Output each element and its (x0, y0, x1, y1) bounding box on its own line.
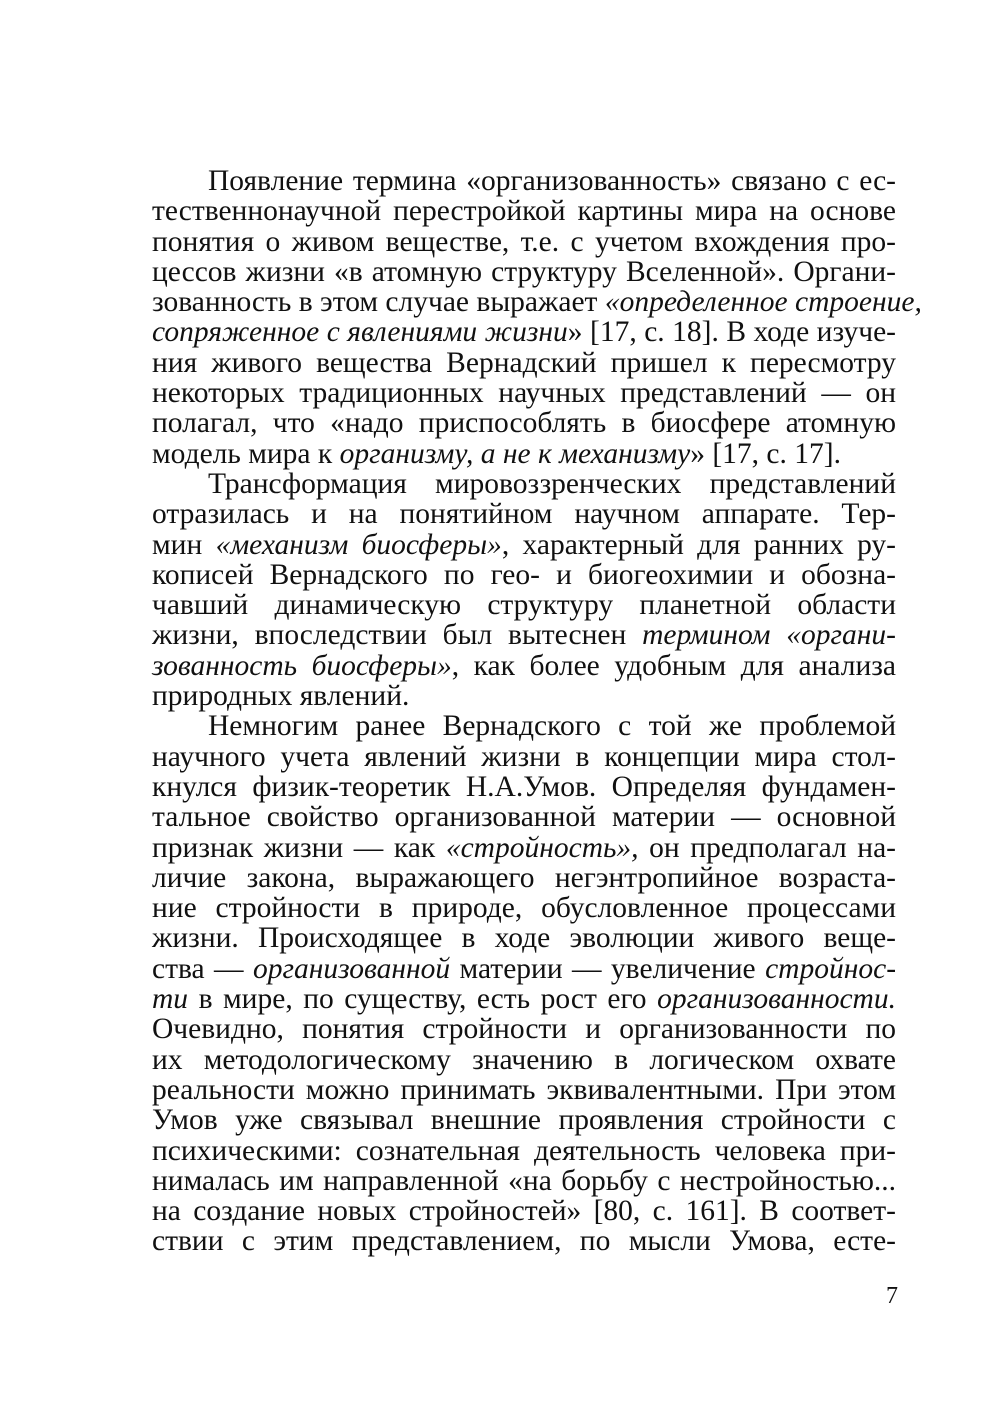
text-segment: Немногим ранее Вернадского с той же проблемой (208, 710, 896, 743)
text-segment: Появление термина «организованность» связано с ес- (208, 165, 896, 197)
text-line (152, 317, 896, 347)
text-line (152, 227, 896, 257)
text-line (152, 1196, 896, 1226)
text-line (152, 711, 896, 741)
italic-text-segment: стройнос- (765, 952, 897, 985)
text-line (152, 1075, 896, 1105)
text-line (152, 348, 896, 378)
text-segment: » [17, с. 17]. (690, 437, 841, 470)
text-line (152, 1014, 896, 1044)
text-line (152, 439, 896, 469)
text-segment: психическими: сознательная деятельность человека при- (152, 1134, 896, 1167)
text-line (152, 984, 896, 1014)
text-line (152, 772, 896, 802)
text-line (152, 530, 896, 560)
italic-text-segment: «стройность», (445, 831, 639, 864)
text-line (152, 863, 896, 893)
italic-text-segment: ти (152, 983, 189, 1016)
text-segment: научного учета явлений жизни в концепции мира стол- (152, 740, 896, 773)
text-line (152, 651, 896, 681)
italic-text-segment: организованной (252, 952, 451, 985)
text-line (152, 499, 896, 529)
text-line (152, 196, 896, 226)
text-line (152, 590, 896, 620)
text-line (152, 469, 896, 499)
text-line (152, 923, 896, 953)
text-segment: цессов жизни «в атомную структуру Вселенной». Органи- (152, 255, 896, 288)
text-segment: , как более удобным для анализа (451, 649, 896, 682)
text-segment: ние стройности в природе, обусловленное процессами (152, 892, 896, 925)
text-segment: их методологическому значению в логическом охвате (152, 1043, 896, 1076)
text-segment: , характерный для ранних ру- (501, 528, 896, 561)
text-segment: модель мира к (152, 437, 340, 470)
text-segment: Очевидно, понятия стройности и организованности по (152, 1013, 896, 1046)
text-segment: он предполагал на- (638, 831, 896, 864)
text-segment: ния живого вещества Вернадский пришел к пересмотру (152, 346, 896, 379)
text-line (152, 954, 896, 984)
text-segment: Трансформация мировоззренческих представлений (208, 467, 896, 500)
italic-text-segment: «определенное строение, (604, 286, 922, 319)
italic-text-segment: организованности. (657, 983, 896, 1016)
text-line (152, 560, 896, 590)
italic-text-segment: «механизм биосферы» (215, 528, 502, 561)
text-line (152, 620, 896, 650)
page-number: 7 (886, 1283, 898, 1309)
text-segment: личие закона, выражающего негэнтропийное возраста- (152, 861, 896, 894)
text-line (152, 1136, 896, 1166)
text-segment: реальности можно принимать эквивалентными. При этом (152, 1073, 896, 1106)
text-segment: на создание новых стройностей» [80, с. 161]. В соответ- (152, 1195, 896, 1228)
paragraph (152, 469, 896, 711)
italic-text-segment: термином «органи- (642, 619, 897, 652)
text-segment: жизни. Происходящее в ходе эволюции живого веще- (152, 922, 896, 955)
text-line (152, 681, 896, 711)
text-segment: тественнонаучной перестройкой картины мира на основе (152, 195, 896, 228)
text-line (152, 1166, 896, 1196)
text-segment: кописей Вернадского по гео- и биогеохимии и обозна- (152, 558, 896, 591)
text-segment: тальное свойство организованной материи — основной (152, 801, 896, 834)
text-line (152, 833, 896, 863)
text-segment: признак жизни — как (152, 831, 446, 864)
text-line (152, 1226, 896, 1256)
text-segment: мин (152, 528, 216, 561)
text-segment: природных явлений. (152, 680, 410, 713)
text-segment: чавший динамическую структуру планетной области (152, 589, 896, 622)
text-line (152, 378, 896, 408)
text-line (152, 408, 896, 438)
text-segment: зованность в этом случае выражает (152, 286, 605, 319)
text-segment: ствии с этим представлением, по мысли Умова, есте- (152, 1225, 896, 1258)
text-segment: кнулся физик-теоретик Н.А.Умов. Определяя фундамен- (152, 770, 896, 803)
text-segment: полагал, что «надо приспособлять в биосфере атомную (152, 407, 896, 440)
text-line (152, 166, 896, 196)
text-segment: в мире, по существу, есть рост его (188, 983, 658, 1016)
text-line (152, 1045, 896, 1075)
body-text (152, 165, 922, 1258)
text-line (152, 1105, 896, 1135)
text-segment: » [17, с. 18]. В ходе изуче- (567, 316, 896, 349)
text-line (152, 742, 896, 772)
text-line (152, 893, 896, 923)
italic-text-segment: зованность биосферы» (152, 649, 452, 682)
text-segment: Умов уже связывал внешние проявления стройности с (152, 1104, 896, 1137)
italic-text-segment: сопряженное с явлениями жизни (152, 316, 568, 349)
text-segment: материи — увеличение (450, 952, 766, 985)
text-segment: жизни, впоследствии был вытеснен (152, 619, 643, 652)
text-segment: нималась им направленной «на борьбу с нестройностью... (152, 1164, 896, 1197)
paragraph (152, 711, 896, 1256)
text-segment: ства — (152, 952, 253, 985)
text-line (152, 257, 896, 287)
text-segment: некоторых традиционных научных представлений — он (152, 377, 896, 410)
paragraph (152, 165, 922, 470)
text-segment: отразилась и на понятийном научном аппарате. Тер- (152, 498, 896, 531)
text-segment: понятия о живом веществе, т.е. с учетом вхождения про- (152, 225, 896, 258)
text-line (152, 802, 896, 832)
text-line (152, 286, 922, 319)
italic-text-segment: организму, а не к механизму (339, 437, 691, 470)
